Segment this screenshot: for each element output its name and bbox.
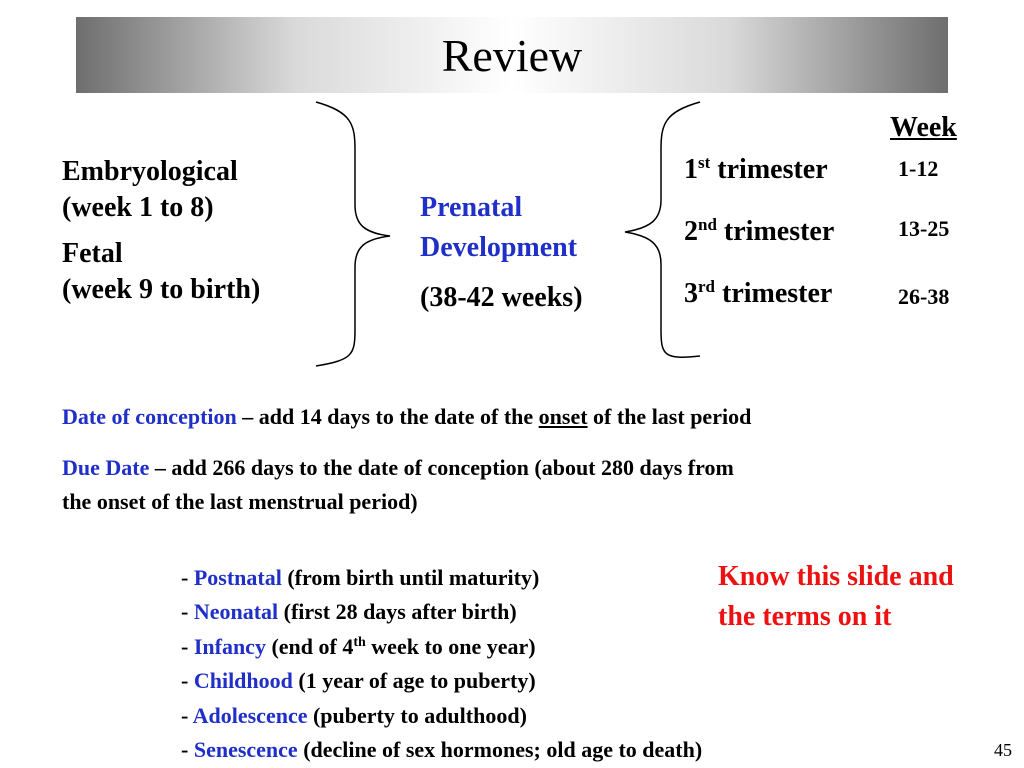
stage-desc: (first 28 days after birth) [278, 599, 517, 625]
week-header: Week [890, 112, 957, 143]
trimester-1 [684, 154, 828, 186]
list-item [181, 664, 702, 698]
trimester-3-weeks: 26-38 [898, 284, 950, 309]
prenatal-duration: (38-42 weeks) [420, 282, 583, 313]
list-dash: - [181, 737, 194, 763]
trimester-2 [684, 216, 834, 248]
stage-term: Childhood [193, 668, 293, 694]
list-dash: - [181, 702, 193, 728]
stage-sup: th [353, 634, 366, 650]
conception-term: Date of conception [62, 404, 237, 429]
stage-term: Senescence [193, 737, 298, 763]
embryological-label: Embryological [62, 156, 238, 187]
conception-underlined: onset [538, 404, 588, 429]
trimester-number: 2 [684, 216, 698, 247]
list-item [181, 561, 702, 595]
conception-note [62, 400, 751, 434]
center-block [420, 188, 583, 318]
stage-term: Adolescence [192, 702, 308, 728]
stage-desc: (puberty to adulthood) [307, 702, 527, 728]
trimester-3 [684, 278, 832, 310]
prenatal-line2: Development [420, 232, 578, 263]
trimester-number: 1 [684, 154, 698, 185]
embryological-range: (week 1 to 8) [62, 192, 214, 223]
page-number: 45 [994, 740, 1012, 760]
list-dash: - [181, 599, 194, 625]
trimester-suffix: rd [698, 277, 715, 296]
due-date-line1: – add 266 days to the date of conception (about 280 days from [149, 455, 734, 480]
trimester-label: trimester [717, 154, 828, 185]
trimester-label: trimester [722, 278, 833, 309]
conception-text-after: of the last period [587, 404, 752, 429]
trimester-number: 3 [684, 278, 698, 309]
stage-term: Infancy [193, 633, 266, 659]
right-brace [316, 102, 390, 366]
due-date-term: Due Date [62, 455, 150, 480]
trimester-label: trimester [723, 216, 835, 247]
trimester-1-weeks: 1-12 [898, 156, 939, 181]
slide-title: Review [441, 29, 583, 81]
due-date-note [62, 451, 734, 519]
conception-text-before: – add 14 days to the date of the [236, 404, 539, 429]
trimester-2-weeks: 13-25 [898, 216, 950, 241]
stage-desc: (end of 4 [265, 633, 354, 659]
stage-term: Neonatal [193, 599, 279, 625]
list-item [181, 630, 702, 664]
list-dash: - [181, 565, 194, 590]
list-item [181, 699, 702, 733]
due-date-line2: the onset of the last menstrual period) [62, 489, 418, 514]
know-this-note: Know this slide and the terms on it [718, 561, 954, 632]
list-item [181, 595, 702, 629]
stage-term: Postnatal [193, 565, 282, 590]
left-block [62, 154, 260, 318]
list-dash: - [181, 668, 194, 694]
stage-desc: (1 year of age to puberty) [292, 668, 536, 694]
stages-list [181, 561, 702, 767]
stage-desc: week to one year) [365, 633, 536, 659]
stage-desc: (from birth until maturity) [281, 565, 540, 590]
trimester-suffix: st [698, 153, 711, 172]
embryological-entry [62, 154, 260, 226]
stage-desc: (decline of sex hormones; old age to death) [297, 737, 703, 763]
list-item [181, 733, 702, 767]
fetal-label: Fetal [62, 238, 123, 269]
fetal-entry [62, 236, 260, 308]
trimester-suffix: nd [698, 215, 717, 234]
prenatal-line1: Prenatal [420, 192, 523, 223]
list-dash: - [181, 633, 194, 659]
fetal-range: (week 9 to birth) [62, 274, 261, 305]
